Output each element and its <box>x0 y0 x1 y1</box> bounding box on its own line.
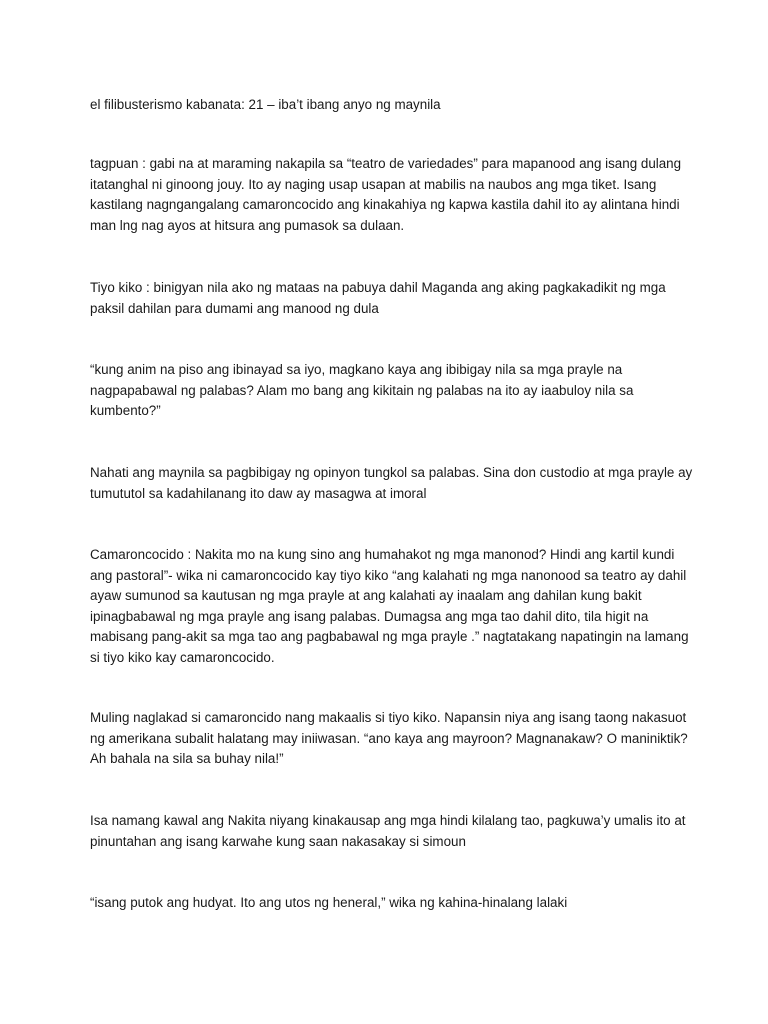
paragraph-kawal: Isa namang kawal ang Nakita niyang kinakausap ang mga hindi kilalang tao, pagkuwa’y umalis ito at pinuntahan ang isang karwahe kung saan nakasakay si simoun <box>90 813 686 849</box>
paragraph-tiyo-kiko: Tiyo kiko : binigyan nila ako ng mataas na pabuya dahil Maganda ang aking pagkakadikit ng mga paksil dahilan para dumami ang manood ng dula <box>90 280 666 316</box>
paragraph-tagpuan: tagpuan : gabi na at maraming nakapila sa “teatro de variedades” para mapanood ang isang dulang itatanghal ni ginoong jouy. Ito ay naging usap usapan at mabilis na naubos ang mga tiket. Isang kastilang nagngangalang camaroncocido ang kinakahiya ng kapwa kastila dahil ito ay alintana hindi man lng nag ayos at hitsura ang pumasok sa dulaan. <box>90 156 682 233</box>
paragraph-camaroncocido: Camaroncocido : Nakita mo na kung sino ang humahakot ng mga manonod? Hindi ang kartil kundi ang pastoral”- wika ni camaroncocido kay tiyo kiko “ang kalahati ng mga nanonood sa teatro ay dahil ayaw sumunod sa kautusan ng mga prayle at ang kalahati ay inaalam ang dahilan kung bakit ipinagbabawal ng mga prayle ang isang palabas. Dumagsa ang mga tao dahil dito, tila higit na mabisang pang-akit sa mga tao ang pagbabawal ng mga prayle .” nagtatakang napatingin na lamang si tiyo kiko kay camaroncocido. <box>90 547 689 665</box>
paragraph-isang-putok: “isang putok ang hudyat. Ito ang utos ng heneral,” wika ng kahina-hinalang lalaki <box>90 895 568 910</box>
paragraph-quote-anim-na-piso: “kung anim na piso ang ibinayad sa iyo, magkano kaya ang ibibigay nila sa mga prayle na nagpapabawal ng palabas? Alam mo bang ang kikitain ng palabas na ito ay iaabuloy nila sa kumbento?” <box>90 362 634 419</box>
paragraph-nahati-ang-maynila: Nahati ang maynila sa pagbibigay ng opinyon tungkol sa palabas. Sina don custodio at mga prayle ay tumututol sa kadahilanang ito daw ay masagwa at imoral <box>90 465 693 501</box>
paragraph-muling-naglakad: Muling naglakad si camaroncido nang makaalis si tiyo kiko. Napansin niya ang isang taong nakasuot ng amerikana subalit halatang may iniiwasan. “ano kaya ang mayroon? Magnanakaw? O maniniktik? Ah bahala na sila sa buhay nila!” <box>90 710 688 767</box>
document-title: el filibusterismo kabanata: 21 – iba’t ibang anyo ng maynila <box>90 97 441 112</box>
